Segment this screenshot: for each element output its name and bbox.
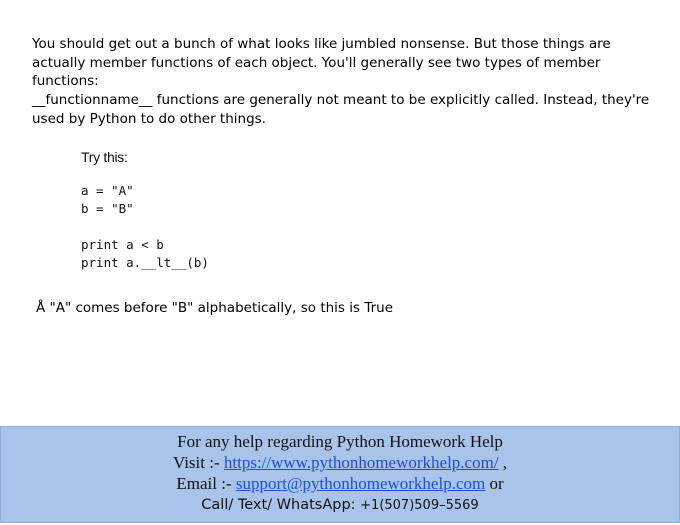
email-link[interactable]: support@pythonhomeworkhelp.com — [235, 474, 486, 493]
contact-footer — [0, 426, 680, 523]
email-prefix: Email :- — [176, 474, 236, 493]
footer-email-line — [1, 473, 679, 494]
footer-visit-line — [1, 452, 679, 473]
code-line: print a < b — [81, 237, 164, 252]
call-prefix: Call/ Text/ WhatsApp: — [201, 497, 361, 513]
email-suffix: or — [485, 474, 504, 493]
code-line: b = "B" — [81, 200, 134, 216]
visit-suffix: , — [498, 453, 508, 472]
code-example — [81, 149, 209, 271]
website-link[interactable]: https://www.pythonhomeworkhelp.com/ — [223, 453, 499, 472]
footer-heading: For any help regarding Python Homework Help — [177, 432, 503, 451]
code-spacer — [81, 217, 209, 236]
code-line: print a.__lt__(b) — [81, 254, 209, 270]
paragraph-dunder-functions: __functionname__ functions are generally not meant to be explicitly called. Instead, they're used by Python to do other things. — [32, 92, 650, 127]
code-example-label: Try this: — [81, 149, 128, 165]
code-line: a = "A" — [81, 183, 134, 198]
paragraph-intro: You should get out a bunch of what looks like jumbled nonsense. But those things are actually member functions of each object. You'll generally see two types of member functions: — [32, 36, 611, 89]
visit-prefix: Visit :- — [172, 453, 224, 472]
phone-number: +1(507)509–5569 — [360, 498, 479, 513]
footer-call-line — [1, 494, 679, 517]
result-note: Å "A" comes before "B" alphabetically, so this is True — [36, 300, 394, 316]
